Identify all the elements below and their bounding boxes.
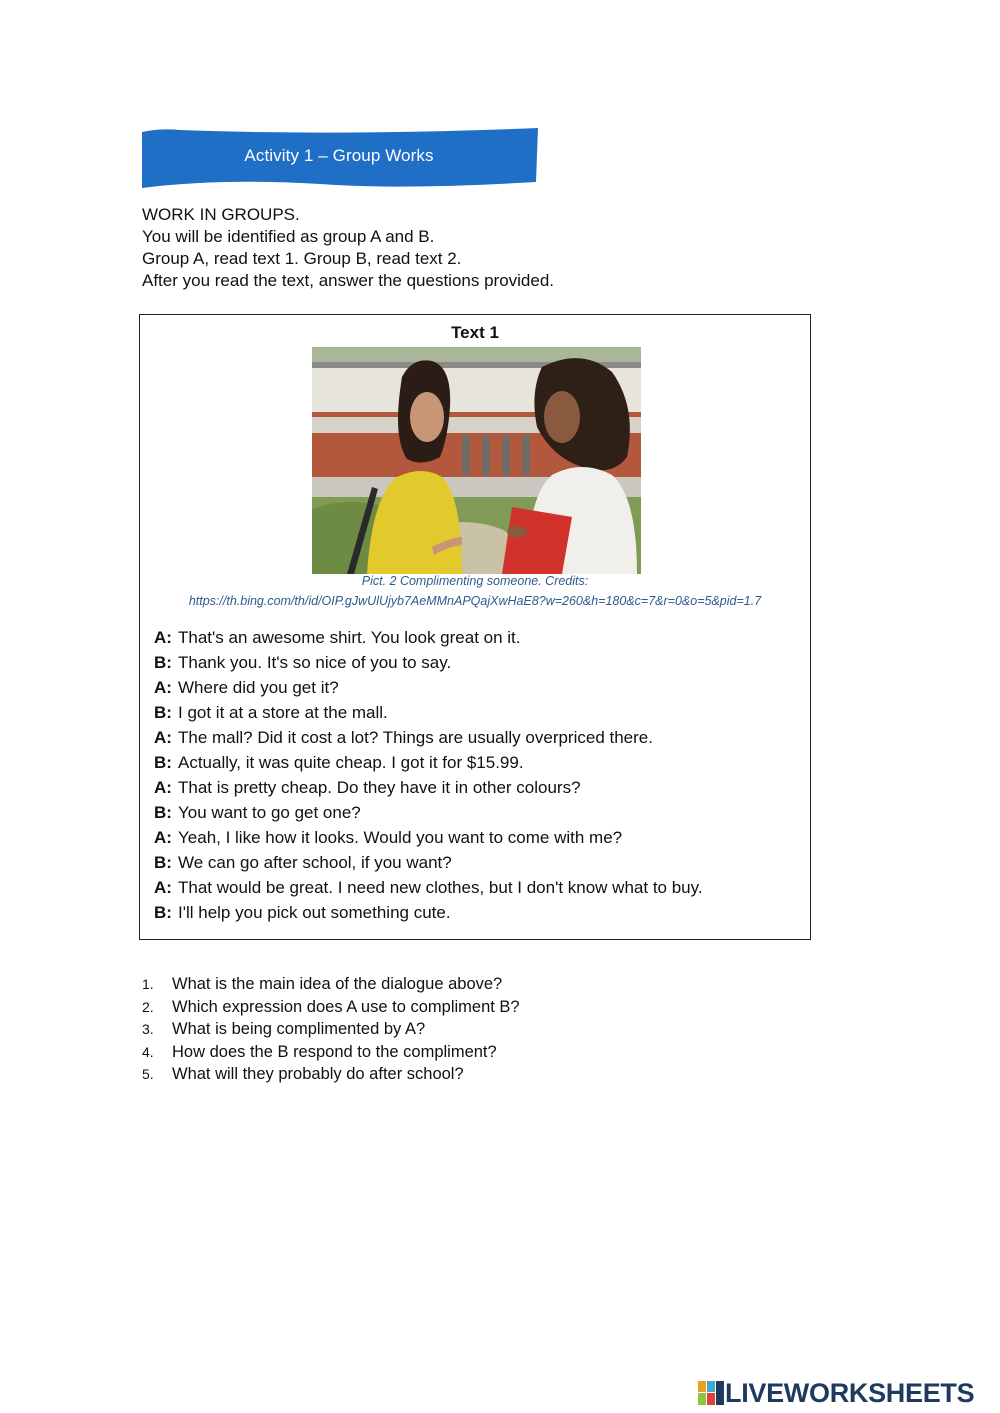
photo-illustration	[312, 347, 641, 574]
dialogue	[154, 627, 804, 927]
speaker-label: A:	[154, 628, 172, 647]
dialogue-text: Where did you get it?	[178, 678, 339, 697]
liveworksheets-wordmark: LIVEWORKSHEETS	[725, 1378, 975, 1408]
dialogue-line	[154, 702, 804, 727]
speaker-label: B:	[154, 903, 172, 922]
speaker-label: B:	[154, 803, 172, 822]
dialogue-line	[154, 652, 804, 677]
dialogue-line	[154, 677, 804, 702]
dialogue-text: The mall? Did it cost a lot? Things are usually overpriced there.	[178, 728, 653, 747]
dialogue-line	[154, 877, 804, 902]
question-item	[142, 1019, 842, 1042]
question-number: 1.	[142, 976, 154, 992]
dialogue-text: Actually, it was quite cheap. I got it for $15.99.	[178, 753, 524, 772]
question-text: Which expression does A use to compliment B?	[172, 997, 520, 1016]
speaker-label: A:	[154, 828, 172, 847]
speaker-label: A:	[154, 878, 172, 897]
dialogue-text: That would be great. I need new clothes, but I don't know what to buy.	[178, 878, 703, 897]
instruction-line: WORK IN GROUPS.	[142, 205, 300, 224]
speaker-label: A:	[154, 778, 172, 797]
question-item	[142, 974, 842, 997]
dialogue-text: I got it at a store at the mall.	[178, 703, 388, 722]
photo-two-women	[312, 347, 641, 574]
photo-caption: Pict. 2 Complimenting someone. Credits:	[361, 574, 589, 588]
questions-list	[142, 974, 842, 1087]
question-text: How does the B respond to the compliment?	[172, 1042, 497, 1061]
speaker-label: B:	[154, 853, 172, 872]
liveworksheets-mark-icon	[698, 1381, 724, 1405]
instruction-line: You will be identified as group A and B.	[142, 227, 435, 246]
question-number: 2.	[142, 998, 154, 1015]
dialogue-line	[154, 627, 804, 652]
dialogue-line	[154, 752, 804, 777]
question-text: What is the main idea of the dialogue above?	[172, 975, 503, 993]
dialogue-text: I'll help you pick out something cute.	[178, 903, 451, 922]
question-item	[142, 997, 842, 1020]
dialogue-line	[154, 802, 804, 827]
question-text: What will they probably do after school?	[172, 1065, 464, 1084]
question-item	[142, 1042, 842, 1065]
speaker-label: B:	[154, 753, 172, 772]
dialogue-line	[154, 727, 804, 752]
dialogue-text: You want to go get one?	[178, 803, 361, 822]
question-text: What is being complimented by A?	[172, 1020, 426, 1039]
question-item	[142, 1064, 842, 1087]
dialogue-text: Yeah, I like how it looks. Would you want to come with me?	[178, 828, 623, 847]
dialogue-text: We can go after school, if you want?	[178, 853, 452, 872]
dialogue-line	[154, 777, 804, 802]
speaker-label: A:	[154, 728, 172, 747]
question-number: 3.	[142, 1021, 154, 1038]
dialogue-text: Thank you. It's so nice of you to say.	[178, 653, 452, 672]
dialogue-line	[154, 827, 804, 852]
dialogue-line	[154, 902, 804, 927]
speaker-label: B:	[154, 653, 172, 672]
question-number: 5.	[142, 1066, 154, 1083]
text-1-box	[139, 314, 811, 940]
dialogue-text: That is pretty cheap. Do they have it in other colours?	[178, 778, 581, 797]
instruction-line: After you read the text, answer the questions provided.	[142, 271, 555, 290]
question-number: 4.	[142, 1043, 154, 1060]
instruction-line: Group A, read text 1. Group B, read text 2.	[142, 249, 462, 268]
photo-credit-link[interactable]: https://th.bing.com/th/id/OIP.gJwUlUjyb7AeMMnAPQajXwHaE8?w=260&h=180&c=7&r=0&o=5&pid=1.7	[188, 594, 762, 608]
speaker-label: B:	[154, 703, 172, 722]
text-title: Text 1	[451, 323, 499, 342]
banner-title: Activity 1 – Group Works	[244, 146, 434, 165]
activity-banner	[140, 126, 538, 190]
instructions	[142, 204, 842, 292]
dialogue-line	[154, 852, 804, 877]
dialogue-text: That's an awesome shirt. You look great on it.	[178, 628, 521, 647]
speaker-label: A:	[154, 678, 172, 697]
